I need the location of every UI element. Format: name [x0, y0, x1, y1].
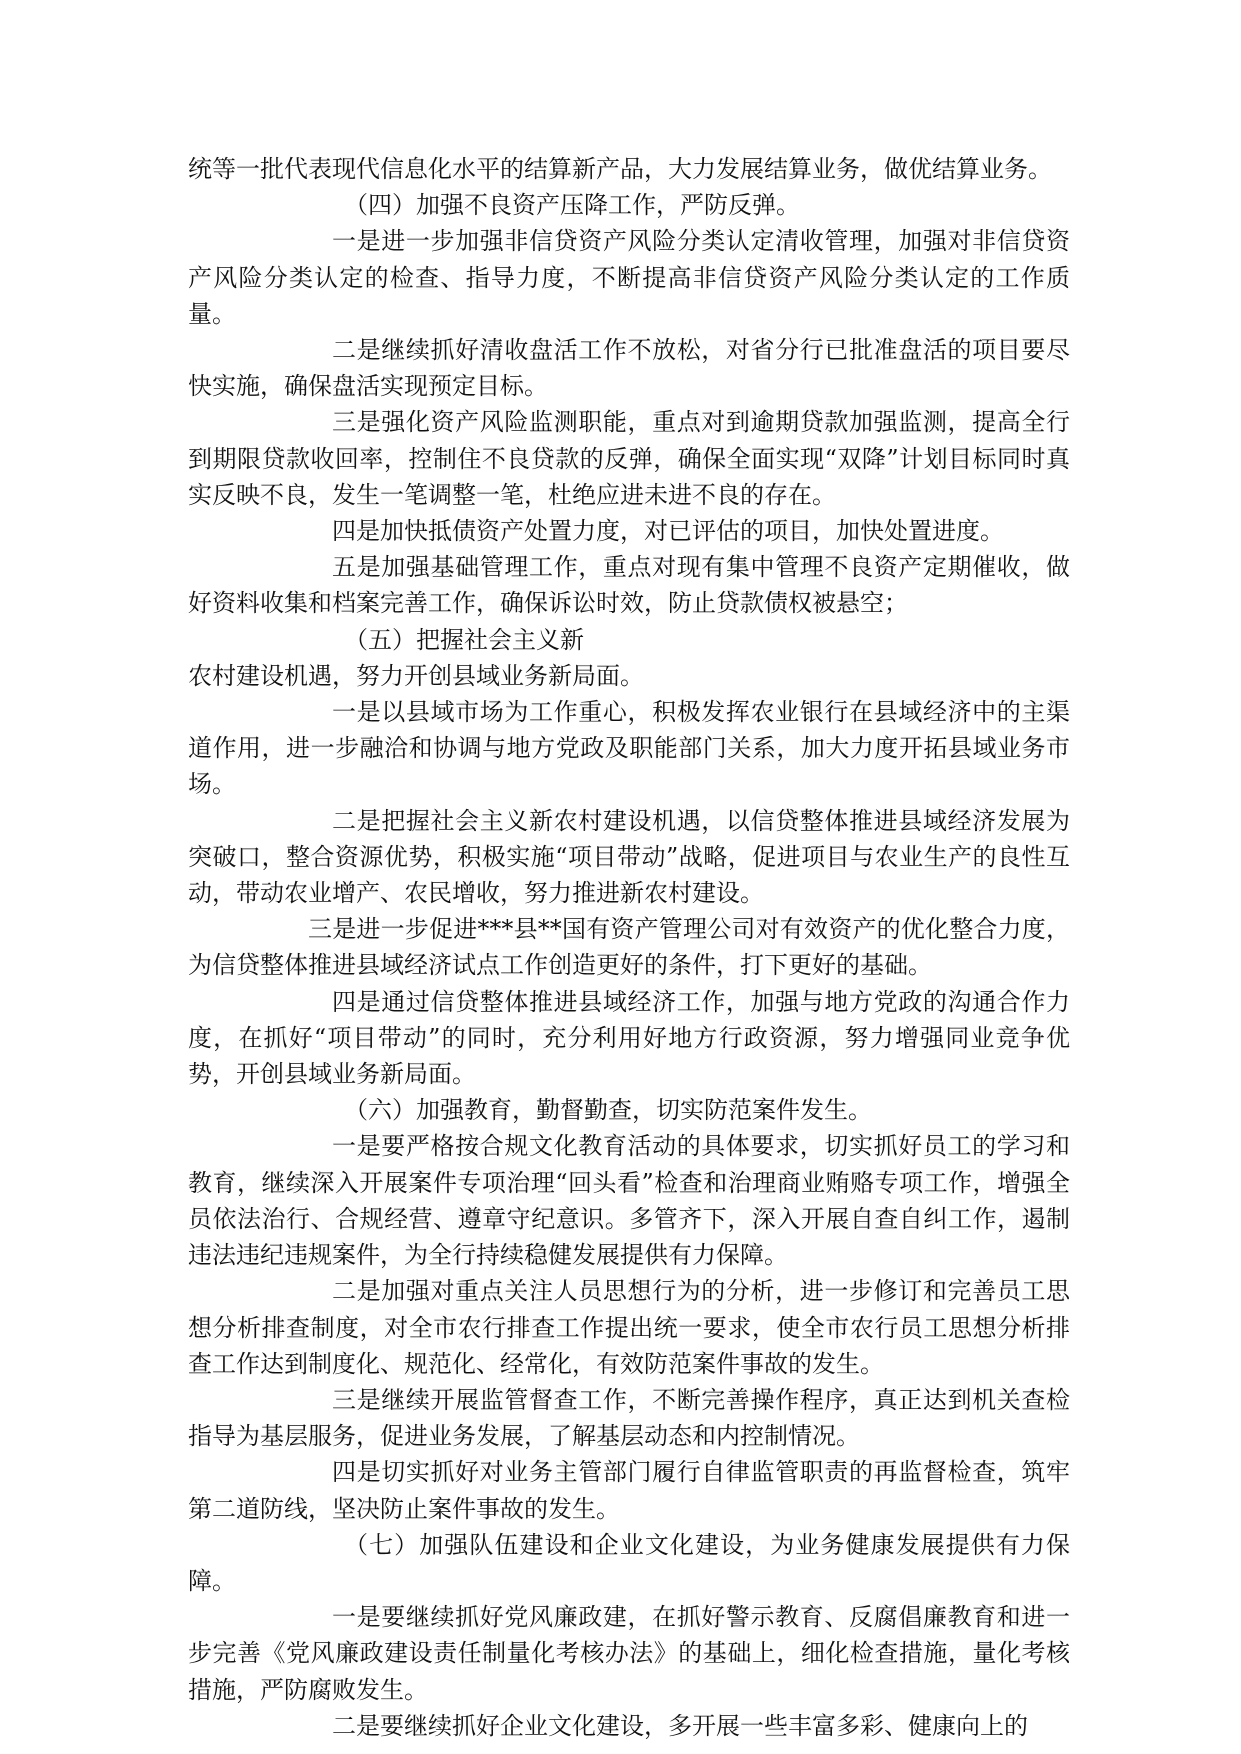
paragraph: 四是切实抓好对业务主管部门履行自律监管职责的再监督检查，筑牢第二道防线，坚决防止案件事故的发生。 [188, 1458, 1070, 1523]
paragraph: 二是继续抓好清收盘活工作不放松，对省分行已批准盘活的项目要尽快实施，确保盘活实现预定目标。 [188, 336, 1070, 401]
section-heading: （六）加强教育，勤督勤查，切实防范案件发生。 [344, 1096, 872, 1125]
paragraph: 三是继续开展监管督查工作，不断完善操作程序，真正达到机关查检指导为基层服务，促进业务发展，了解基层动态和内控制情况。 [188, 1385, 1070, 1451]
paragraph: 一是以县域市场为工作重心，积极发挥农业银行在县域经济中的主渠道作用，进一步融洽和协调与地方党政及职能部门关系，加大力度开拓县域业务市场。 [188, 698, 1070, 799]
section-heading: （七）加强队伍建设和企业文化建设，为业务健康发展提供有力保障。 [188, 1530, 1070, 1595]
paragraph: 五是加强基础管理工作，重点对现有集中管理不良资产定期催收，做好资料收集和档案完善工作，确保诉讼时效，防止贷款债权被悬空； [188, 553, 1070, 618]
paragraph: 统等一批代表现代信息化水平的结算新产品，大力发展结算业务，做优结算业务。 [188, 155, 1052, 183]
paragraph: 二是加强对重点关注人员思想行为的分析，进一步修订和完善员工思想分析排查制度，对全市农行排查工作提出统一要求，使全市农行员工思想分析排查工作达到制度化、规范化、经常化，有效防范案件事故的发生。 [188, 1277, 1070, 1378]
paragraph: 三是进一步促进***县**国有资产管理公司对有效资产的优化整合力度，为信贷整体推进县域经济试点工作创造更好的条件，打下更好的基础。 [188, 915, 1070, 980]
paragraph: 三是强化资产风险监测职能，重点对到逾期贷款加强监测，提高全行到期限贷款收回率，控制住不良贷款的反弹，确保全面实现“双降”计划目标同时真实反映不良，发生一笔调整一笔，杜绝应进未进不良的存在。 [188, 408, 1070, 509]
section-heading: （四）加强不良资产压降工作，严防反弹。 [344, 191, 800, 220]
paragraph: 二是要继续抓好企业文化建设，多开展一些丰富多彩、健康向上的 [332, 1711, 1028, 1740]
paragraph: 一是进一步加强非信贷资产风险分类认定清收管理，加强对非信贷资产风险分类认定的检查、指导力度，不断提高非信贷资产风险分类认定的工作质量。 [188, 227, 1070, 328]
paragraph: 一是要严格按合规文化教育活动的具体要求，切实抓好员工的学习和教育，继续深入开展案件专项治理“回头看”检查和治理商业贿赂专项工作，增强全员依法治行、合规经营、遵章守纪意识。多管齐下，深入开展自查自纠工作，遏制违法违纪违规案件，为全行持续稳健发展提供有力保障。 [188, 1132, 1070, 1270]
paragraph: 一是要继续抓好党风廉政建，在抓好警示教育、反腐倡廉教育和进一步完善《党风廉政建设责任制量化考核办法》的基础上，细化检查措施，量化考核措施，严防腐败发生。 [188, 1603, 1070, 1704]
document-body [188, 151, 1070, 1744]
paragraph: 四是通过信贷整体推进县域经济工作，加强与地方党政的沟通合作力度，在抓好“项目带动”的同时，充分利用好地方行政资源，努力增强同业竞争优势，开创县域业务新局面。 [188, 987, 1070, 1089]
paragraph: 四是加快抵债资产处置力度，对已评估的项目，加快处置进度。 [332, 517, 1004, 546]
section-heading: （五）把握社会主义新 [344, 625, 584, 654]
paragraph: 农村建设机遇，努力开创县域业务新局面。 [188, 661, 644, 690]
paragraph: 二是把握社会主义新农村建设机遇，以信贷整体推进县域经济发展为突破口，整合资源优势，积极实施“项目带动”战略，促进项目与农业生产的良性互动，带动农业增产、农民增收，努力推进新农村建设。 [188, 806, 1070, 908]
